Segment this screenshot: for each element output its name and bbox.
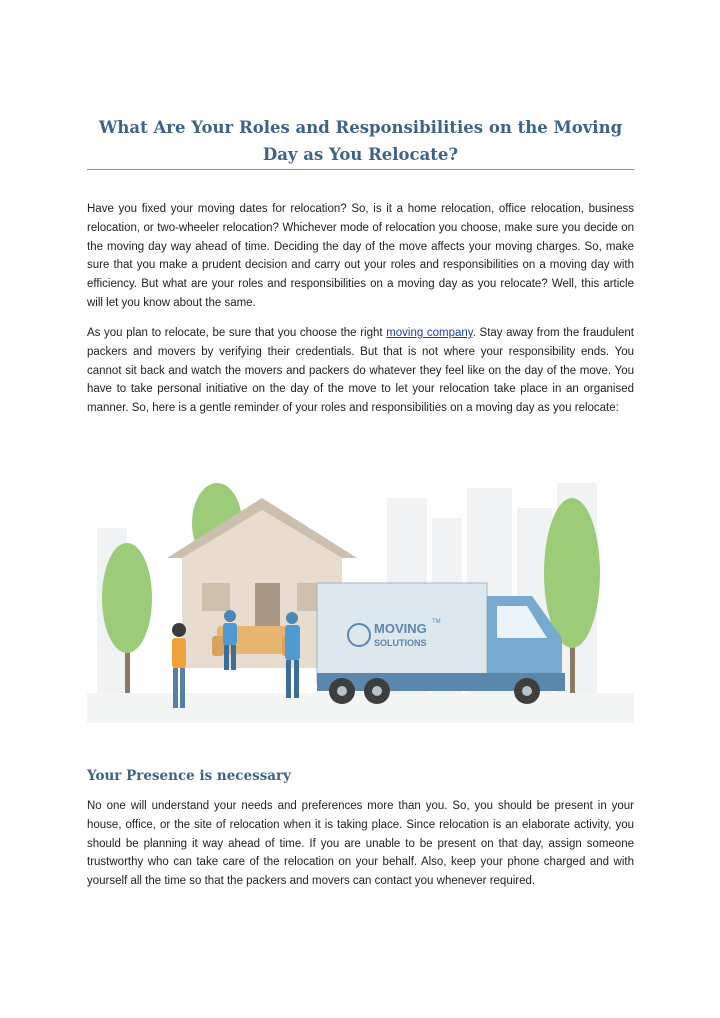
moving-illustration bbox=[87, 478, 634, 723]
ground bbox=[87, 693, 634, 723]
intro-paragraph: Have you fixed your moving dates for relocation? So, is it a home relocation, office relocation, business relocation, or two-wheeler relocation? Whichever mode of relocation you choose, make sure you decide on the moving day way ahead of time. Deciding the day of the move affects your moving charges. So, make sure that you make a prudent decision and carry out your roles and responsibilities on a moving day with efficiency. But what are your roles and responsibilities on a moving day as you relocate? Well, this article will let you know about the same. bbox=[87, 203, 634, 309]
truck-brand-tm: TM bbox=[432, 619, 441, 625]
title-divider bbox=[87, 169, 634, 170]
presence-paragraph: No one will understand your needs and preferences more than you. So, you should be present in your house, office, or the site of relocation when it is taking place. Since relocation is an elaborate activity, you should be planning it way ahead of time. If you are unable to be present on that day, assign someone trustworthy who can take care of the relocation on your behalf. Also, keep your phone charged and with yourself all the time so that the packers and movers can contact you whenever required. bbox=[87, 800, 634, 888]
paragraph-text-start: As you plan to relocate, be sure that you choose the right bbox=[87, 327, 387, 339]
truck-brand-line1: MOVING bbox=[374, 621, 427, 636]
moving-truck bbox=[317, 583, 565, 704]
paragraph-text-end: . Stay away from the fraudulent packers and movers by verifying their credentials. But that is not where your responsibility ends. You cannot sit back and watch the movers and packers do whatever they feel like on the day of the move. You have to take personal initiative on the day of the move to let your relocation take place in an organised manner. So, here is a gentle reminder of your roles and responsibilities on a moving day as you relocate: bbox=[87, 327, 634, 415]
second-paragraph bbox=[87, 324, 634, 418]
truck-brand-line2: SOLUTIONS bbox=[374, 638, 427, 648]
page-title: What Are Your Roles and Responsibilities on the Moving Day as You Relocate? bbox=[98, 118, 623, 164]
section-heading: Your Presence is necessary bbox=[87, 768, 292, 784]
moving-company-link[interactable]: moving company bbox=[386, 327, 473, 339]
